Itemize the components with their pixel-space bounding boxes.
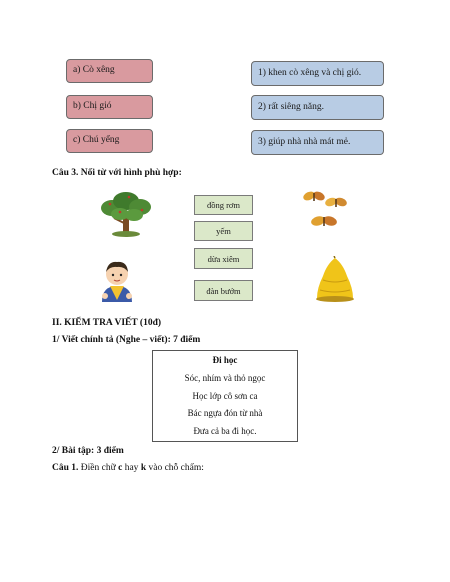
question-1-letter-k: k [140, 463, 147, 473]
question-1-text-before: Điền chữ [78, 463, 119, 473]
poem-line-3: Bác ngựa đón từ nhà [187, 408, 263, 418]
haystack-image [313, 256, 357, 304]
word-box-yem: yếm [194, 221, 253, 241]
poem-line-1: Sóc, nhím và thỏ ngọc [184, 373, 266, 383]
poem-line-2: Học lớp cô sơn ca [192, 391, 258, 401]
dictation-title: 1/ Viết chính tả (Nghe – viết): 7 điểm [52, 335, 201, 345]
right-item-3: 3) giúp nhà nhà mát mẻ. [251, 130, 384, 155]
question-1-text-after: vào chỗ chấm: [146, 463, 204, 473]
word-box-dong-rom: đồng rơm [194, 195, 253, 215]
question-1-letter-c: c [118, 463, 123, 473]
question-1-label: Câu 1. [52, 463, 79, 473]
butterflies-image [302, 190, 352, 234]
tree-image [96, 188, 156, 240]
section-2-title: II. KIỂM TRA VIẾT (10đ) [52, 318, 162, 328]
question-3-title: Câu 3. Nối từ với hình phù hợp: [52, 168, 182, 178]
left-item-c: c) Chú yểng [66, 129, 153, 153]
exercise-title: 2/ Bài tập: 3 điểm [52, 446, 124, 456]
poem-title: Đi học [212, 355, 238, 365]
poem-line-4: Đưa cả ba đi học. [193, 426, 257, 436]
question-1-text-mid: hay [122, 463, 141, 473]
child-image [96, 256, 138, 304]
right-item-1: 1) khen cò xêng và chị gió. [251, 61, 384, 86]
right-item-2: 2) rất siêng năng. [251, 95, 384, 120]
question-1 [52, 463, 204, 473]
left-item-a: a) Cò xêng [66, 59, 153, 83]
left-item-b: b) Chị gió [66, 95, 153, 119]
poem-box [152, 350, 298, 442]
word-box-dan-buom: đàn bướm [194, 280, 253, 301]
word-box-dua-xiem: dừa xiêm [194, 248, 253, 269]
